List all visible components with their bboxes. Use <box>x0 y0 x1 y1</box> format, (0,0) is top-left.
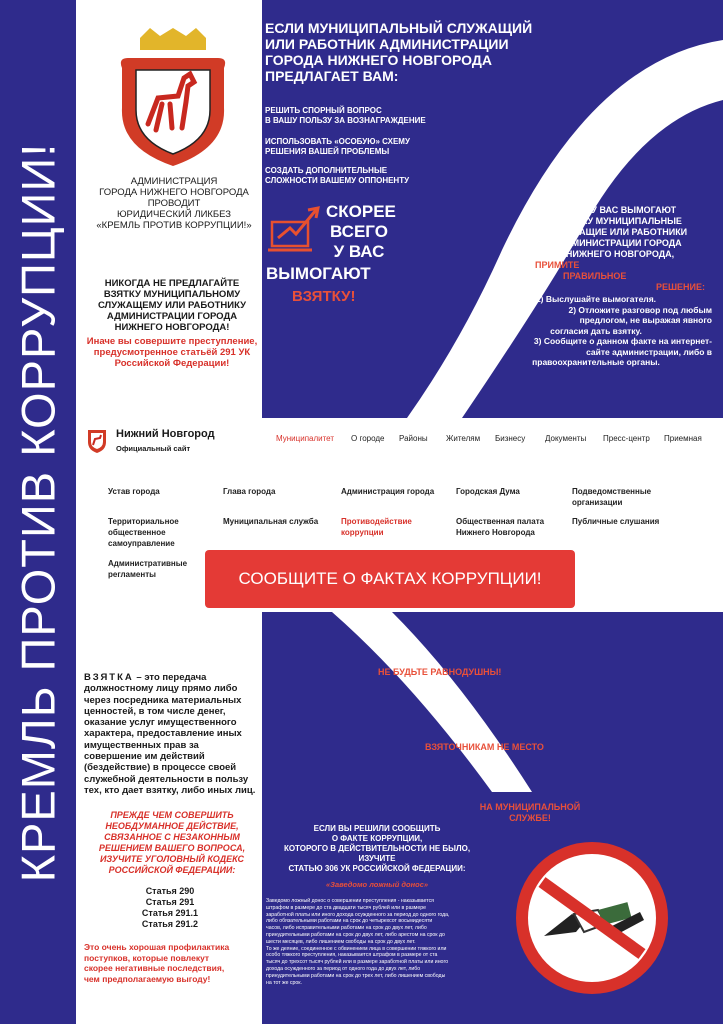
coat-of-arms-icon <box>118 28 228 170</box>
nav-districts[interactable]: Районы <box>399 434 428 443</box>
no-bribe-icon <box>514 840 670 996</box>
false-report-title: «Заведомо ложный донос» <box>326 880 429 889</box>
offer-2: ИСПОЛЬЗОВАТЬ «ОСОБУЮ» СХЕМУ РЕШЕНИЯ ВАШЕЙ ПРОБЛЕМЫ <box>265 137 410 156</box>
menu-public-chamber[interactable]: Общественная палата Нижнего Новгорода <box>456 517 545 537</box>
steps: 1) Выслушайте вымогателя. 2) Отложите разговор под любым предлогом, не выражая явного согласия дать взятку. 3) Сообщите о данном факте на интернет- сайте администрации, либо в правоохранительные органы. <box>532 294 712 367</box>
menu-self-government[interactable]: Территориальное общественное самоуправление <box>108 517 179 548</box>
extortion-heading: СКОРЕЕ ВСЕГО У ВАС <box>326 202 396 261</box>
nav-municipality[interactable]: Муниципалитет <box>276 434 335 443</box>
false-report-intro: ЕСЛИ ВЫ РЕШИЛИ СООБЩИТЬ О ФАКТЕ КОРРУПЦИИ, КОТОРОГО В ДЕЙСТВИТЕЛЬНОСТИ НЕ БЫЛО, ИЗУЧИТЕ СТАТЬЮ 306 УК РОССИЙСКОЙ ФЕДЕРАЦИИ: <box>283 824 471 873</box>
articles-list: Статья 290 Статья 291 Статья 291.1 Статья 291.2 <box>141 886 199 929</box>
right-decision: ПРИМИТЕ ПРАВИЛЬНОЕ РЕШЕНИЕ: <box>535 260 705 292</box>
never-offer: НИКОГДА НЕ ПРЕДЛАГАЙТЕ ВЗЯТКУ МУНИЦИПАЛЬНОМУ СЛУЖАЩЕМУ ИЛИ РАБОТНИКУ АДМИНИСТРАЦИИ ГОРОДА НИЖНЕГО НОВГОРОДА! <box>97 278 247 333</box>
report-corruption-label: СООБЩИТЕ О ФАКТАХ КОРРУПЦИИ! <box>238 569 542 588</box>
slogan-no-place: ВЗЯТОЧНИКАМ НЕ МЕСТО <box>425 742 544 752</box>
menu-subordinate[interactable]: Подведомственные организации <box>572 487 652 507</box>
extortion-word: ВЗЯТКУ! <box>292 288 356 305</box>
nav-business[interactable]: Бизнесу <box>495 434 526 443</box>
before-action: ПРЕЖДЕ ЧЕМ СОВЕРШИТЬ НЕОБДУМАННОЕ ДЕЙСТВИЕ, СВЯЗАННОЕ С НЕЗАКОННЫМ РЕШЕНИЕМ ВАШЕГО ВОПРОСА, ИЗУЧИТЕ УГОЛОВНЫЙ КОДЕКС РОССИЙСКОЙ ФЕДЕРАЦИИ: <box>98 810 246 875</box>
never-offer-warning: Иначе вы совершите преступление, предусмотренное статьёй 291 УК Российской Федерации! <box>86 336 258 369</box>
offer-1: РЕШИТЬ СПОРНЫЙ ВОПРОС В ВАШУ ПОЛЬЗУ ЗА ВОЗНАГРАЖДЕНИЕ <box>265 106 426 125</box>
nav-press[interactable]: Пресс-центр <box>603 434 650 443</box>
nav-about-city[interactable]: О городе <box>351 434 385 443</box>
nav-residents[interactable]: Жителям <box>446 434 481 443</box>
report-corruption-button[interactable] <box>205 550 575 608</box>
offer-3: СОЗДАТЬ ДОПОЛНИТЕЛЬНЫЕ СЛОЖНОСТИ ВАШЕМУ ОППОНЕНТУ <box>265 166 410 185</box>
extortion-case: ЕСЛИ У ВАС ВЫМОГАЮТ ВЗЯТКУ МУНИЦИПАЛЬНЫЕ СЛУЖАЩИЕ ИЛИ РАБОТНИКИ АДМИНИСТРАЦИИ ГОРОДА НИЖНЕГО НОВГОРОДА, <box>552 205 688 259</box>
menu-charter[interactable]: Устав города <box>108 487 160 496</box>
menu-head[interactable]: Глава города <box>223 487 276 496</box>
false-report-text: Заведомо ложный донос о совершении преступления - наказывается штрафом в размере до ста двадцати тысяч рублей или в размере заработной платы или иного дохода осужденного за период до одного года, либо обязательными работами на срок до четырехсот восьмидесяти часов, либо исправительными работами на срок до двух лет, либо принудительными работами на срок до двух лет, либо арестом на срок до шести месяцев, либо лишением свободы на срок до двух лет. То же деяние, соединенное с обвинением лица в совершении тяжкого или особо тяжкого преступления, наказывается штрафом в размере от ста тысяч до трехсот тысяч рублей или в размере заработной платы или иного дохода осужденного за период от одного года до двух лет, либо принудительными работами на срок до трех лет, либо лишением свободы на тот же срок. <box>266 898 450 986</box>
extortion-heading-last: ВЫМОГАЮТ <box>266 264 371 283</box>
laptop-arrow-icon <box>266 200 326 260</box>
slogan-indifferent: НЕ БУДЬТЕ РАВНОДУШНЫ! <box>378 667 502 677</box>
site-name[interactable]: Нижний Новгород <box>116 428 215 440</box>
menu-administration[interactable]: Администрация города <box>341 487 435 496</box>
menu-anticorruption[interactable]: Противодействие коррупции <box>341 517 412 537</box>
admin-intro: АДМИНИСТРАЦИЯ ГОРОДА НИЖНЕГО НОВГОРОДА ПРОВОДИТ ЮРИДИЧЕСКИЙ ЛИКБЕЗ «КРЕМЛЬ ПРОТИВ КОРРУПЦИИ!» <box>96 176 252 231</box>
site-subtitle: Официальный сайт <box>116 444 191 453</box>
nav-documents[interactable]: Документы <box>545 434 587 443</box>
top-heading: ЕСЛИ МУНИЦИПАЛЬНЫЙ СЛУЖАЩИЙ ИЛИ РАБОТНИК АДМИНИСТРАЦИИ ГОРОДА НИЖНЕГО НОВГОРОДА ПРЕДЛАГАЕТ ВАМ: <box>265 20 533 84</box>
slogan-service: НА МУНИЦИПАЛЬНОЙ СЛУЖБЕ! <box>479 802 581 823</box>
prevention-note: Это очень хорошая профилактика поступков, которые повлекут скорее негативные последствия, чем предполагаемую выгоду! <box>84 942 230 984</box>
nav-reception[interactable]: Приемная <box>664 434 702 443</box>
menu-regulations[interactable]: Административные регламенты <box>108 559 188 579</box>
bribe-definition: ВЗЯТКА – это передача должностному лицу прямо либо через посредника материальных ценностей, в том числе денег, оказание услуг имущественного характера, предоставление иных имущественных прав за совершение им действий (бездействие) в процессе своей служебной деятельности в пользу тех, кто дает взятку, либо иных лиц. <box>84 672 256 796</box>
menu-duma[interactable]: Городская Дума <box>456 487 520 496</box>
menu-public-hearings[interactable]: Публичные слушания <box>572 517 660 526</box>
site-logo-icon[interactable] <box>86 426 108 454</box>
vertical-title-text: КРЕМЛЬ ПРОТИВ КОРРУПЦИИ! <box>11 142 65 882</box>
menu-municipal-service[interactable]: Муниципальная служба <box>223 517 319 526</box>
vertical-title <box>0 0 76 1024</box>
